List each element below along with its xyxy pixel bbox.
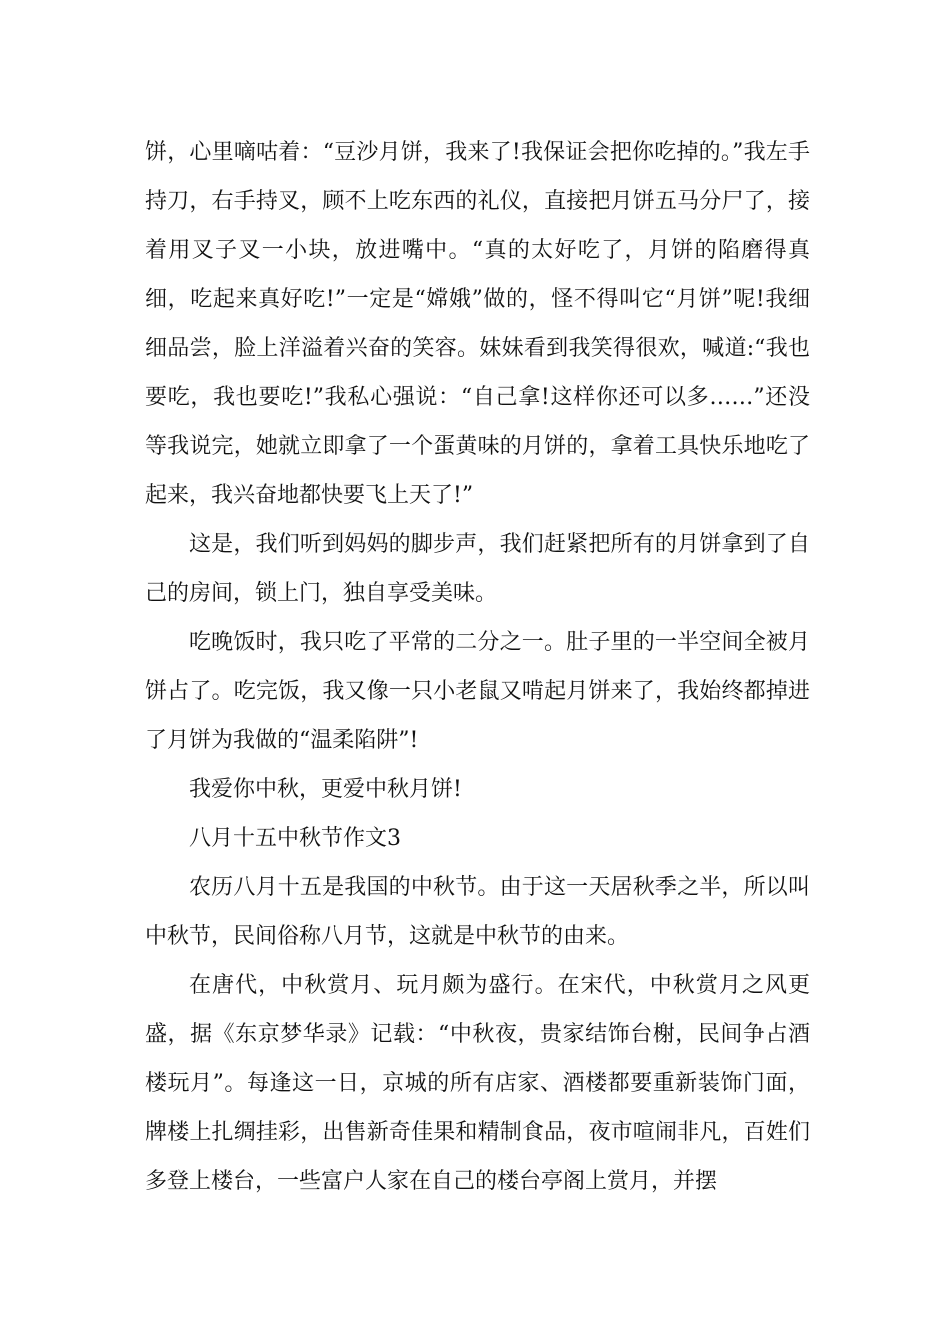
paragraph: 这是，我们听到妈妈的脚步声，我们赶紧把所有的月饼拿到了自己的房间，锁上门，独自享受美味。: [145, 532, 810, 606]
paragraph: 我爱你中秋，更爱中秋月饼!: [189, 777, 462, 802]
section-heading: 八月十五中秋节作文3: [189, 826, 401, 851]
body-text: [145, 128, 810, 1206]
paragraph-continuation: 饼，心里嘀咕着：“豆沙月饼，我来了!我保证会把你吃掉的。”我左手持刀，右手持叉，顾不上吃东西的礼仪，直接把月饼五马分尸了，接着用叉子叉一小块，放进嘴中。“真的太好吃了，月饼的陷磨得真细，吃起来真好吃!”一定是“嫦娥”做的，怪不得叫它“月饼”呢!我细细品尝，脸上洋溢着兴奋的笑容。妹妹看到我笑得很欢，喊道:“我也要吃，我也要吃!”我私心强说：“自己拿!这样你还可以多……”还没等我说完，她就立即拿了一个蛋黄味的月饼的，拿着工具快乐地吃了起来，我兴奋地都快要飞上天了!”: [145, 140, 810, 508]
paragraph: 在唐代，中秋赏月、玩月颇为盛行。在宋代，中秋赏月之风更盛，据《东京梦华录》记载：“中秋夜，贵家结饰台榭，民间争占酒楼玩月”。每逢这一日，京城的所有店家、酒楼都要重新装饰门面，牌楼上扎绸挂彩，出售新奇佳果和精制食品，夜市喧闹非凡，百姓们多登上楼台，一些富户人家在自己的楼台亭阁上赏月，并摆: [145, 973, 810, 1194]
paragraph: 农历八月十五是我国的中秋节。由于这一天居秋季之半，所以叫中秋节，民间俗称八月节，这就是中秋节的由来。: [145, 875, 810, 949]
paragraph: 吃晚饭时，我只吃了平常的二分之一。肚子里的一半空间全被月饼占了。吃完饭，我又像一只小老鼠又啃起月饼来了，我始终都掉进了月饼为我做的“温柔陷阱”!: [145, 630, 810, 753]
